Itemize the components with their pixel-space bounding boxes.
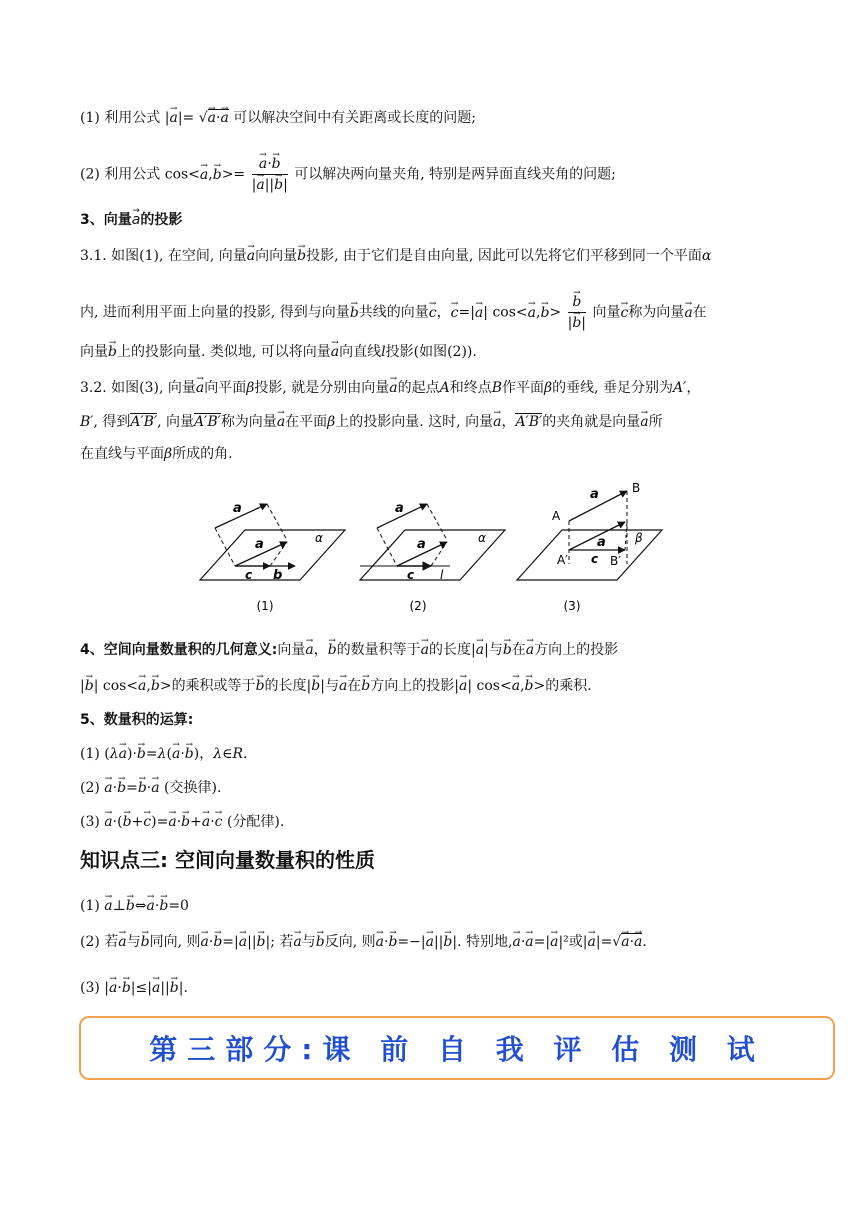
para-3-1-line-1: 3.1. 如图(1), 在空间, 向量→ a向向量→ b投影, 由于它们是自由向量, 因此可以先将它们平移到同一个平面α	[80, 246, 711, 266]
para-4-line-2: |→ b| cos<→ a,→ b>的乘积或等于→ b的长度|→ b|与→ a在→ b方向上的投影|→ a| cos<→ a,→ b>的乘积.	[80, 676, 592, 696]
figure-label-1: (1)	[256, 599, 274, 613]
figure-3	[517, 481, 662, 580]
svg-text:b: b	[273, 568, 283, 583]
figure-1	[200, 501, 345, 583]
svg-text:A′: A′	[557, 553, 568, 567]
svg-text:a: a	[417, 537, 426, 552]
svg-text:l: l	[440, 568, 444, 582]
op-2: (2) → a·→ b=→ b·→ a (交换律).	[80, 778, 221, 798]
section-title: 知识点三: 空间向量数量积的性质	[80, 848, 375, 872]
property-1: (1) → a⊥→ b⇔→ a·→ b=0	[80, 896, 189, 916]
svg-text:α: α	[315, 531, 323, 545]
para-3-2-line-3: 在直线与平面β所成的角.	[80, 446, 233, 462]
op-3: (3) → a·(→ b+→ c)=→ a·→ b+→ a·→ c (分配律).	[80, 812, 284, 832]
svg-text:a: a	[590, 487, 599, 502]
figure-label-3: (3)	[563, 599, 581, 613]
svg-text:a: a	[255, 537, 264, 552]
para-3-2-line-1: 3.2. 如图(3), 向量→ a向平面β投影, 就是分别由向量→ a的起点A和终点B作平面β的垂线, 垂足分别为A′，	[80, 378, 700, 398]
para-3-1-line-2: 内, 进而利用平面上向量的投影, 得到与向量→ b共线的向量→ c，→ c=|→ a| cos<→ a,→ b> → $\frac{b}{|\to b|}$ 向量→ c称为向量→ a在	[80, 292, 707, 333]
para-3-1-line-3: 向量→ b上的投影向量. 类似地, 可以将向量→ a向直线l投影(如图(2)).	[80, 342, 477, 362]
svg-text:β: β	[635, 531, 643, 545]
part-three-banner: 第三部分:课 前 自 我 评 估 测 试	[79, 1016, 835, 1080]
para-3-2-line-2: B′, 得到A′B′, 向量A′B′称为向量→ a在平面β上的投影向量. 这时, 向量→ a，A′B′的夹角就是向量→ a所	[80, 412, 663, 432]
svg-text:c: c	[245, 568, 253, 582]
property-2: (2) 若→ a与→ b同向, 则→ a·→ b=|→ a||→ b|; 若→ a与→ b反向, 则→ a·→ b=−|→ a||→ b|. 特别地,→ a·→ a=|→ a|²或|→ a|=√→ a·→ a.	[80, 932, 647, 952]
svg-text:a: a	[395, 501, 404, 516]
svg-text:a: a	[597, 535, 606, 550]
svg-text:α: α	[478, 531, 486, 545]
heading-3: 3、向量→ a的投影	[80, 210, 182, 230]
heading-5: 5、数量积的运算:	[80, 712, 194, 728]
op-1: (1) (λ→ a)·→ b=λ(→ a·→ b)，λ∈R.	[80, 744, 247, 764]
svg-text:c: c	[591, 552, 599, 566]
figure-label-2: (2)	[409, 599, 427, 613]
formula-line-1: (1) 利用公式 |→ a|= √→ a·→ a 可以解决空间中有关距离或长度的问题;	[80, 108, 476, 128]
svg-text:a: a	[233, 501, 242, 516]
svg-text:B: B	[632, 481, 641, 495]
svg-text:c: c	[407, 568, 415, 582]
svg-text:A: A	[552, 509, 561, 523]
projection-figures	[195, 476, 665, 621]
figure-2	[360, 501, 505, 582]
svg-text:B′: B′	[610, 554, 621, 568]
formula-line-2: (2) 利用公式 cos<→ a,→ b>= → $\frac{a\cdot\to b}{|\to a||\to b|}$ 可以解决两向量夹角, 特别是两异面直线夹角的问题;	[80, 154, 616, 195]
para-4-line-1: 4、空间向量数量积的几何意义:向量→ a，→ b的数量积等于→ a的长度|→ a|与→ b在→ a方向上的投影	[80, 640, 618, 660]
property-3: (3) |→ a·→ b|≤|→ a||→ b|.	[80, 978, 188, 998]
